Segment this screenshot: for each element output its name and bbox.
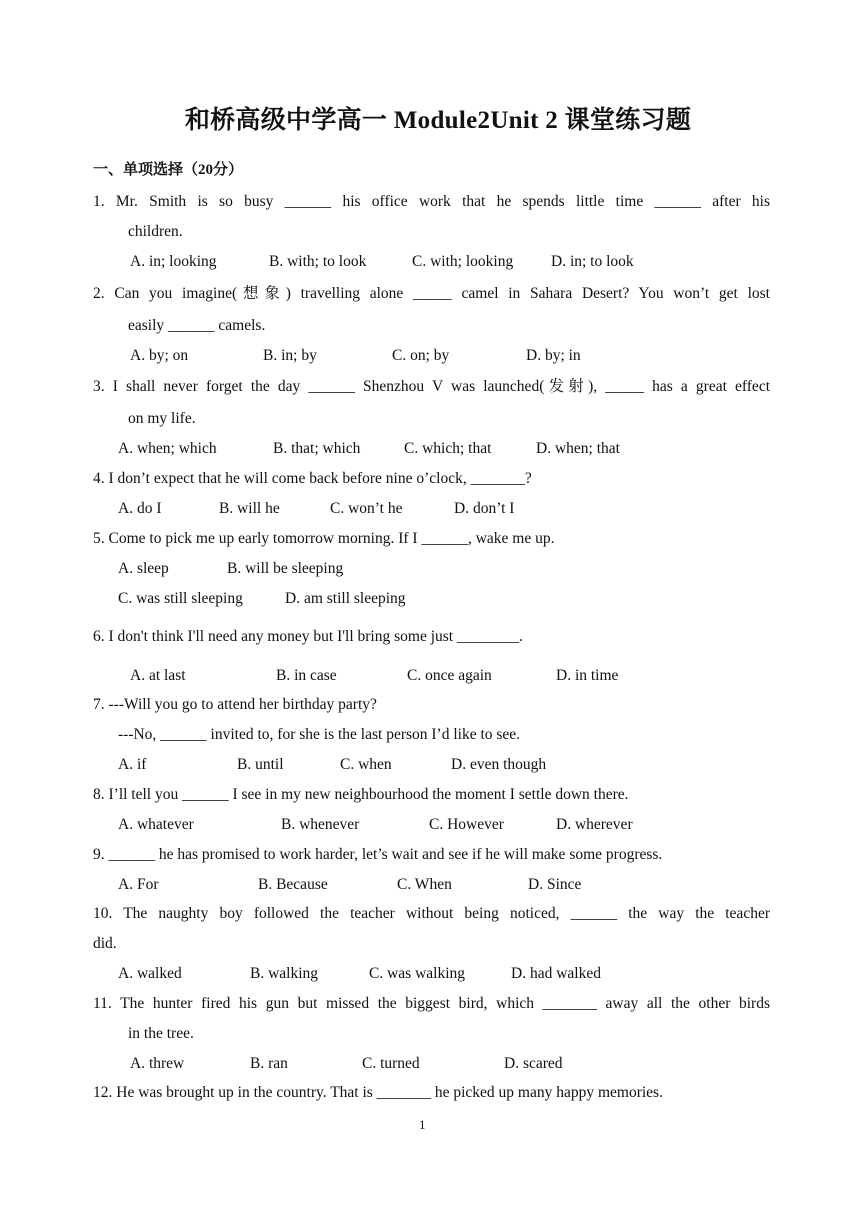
option-b: B. with; to look: [269, 253, 367, 270]
question-9: [93, 845, 770, 865]
option-c: C. won’t he: [330, 500, 403, 517]
option-a: A. walked: [118, 965, 182, 982]
page-number: 1: [419, 1117, 426, 1132]
option-c: C. with; looking: [412, 253, 514, 270]
option-c: C. once again: [407, 667, 492, 684]
question-3: [93, 377, 770, 429]
option-c: C. was still sleeping: [118, 590, 243, 607]
option-c: C. when: [340, 756, 392, 773]
page-title: 和桥高级中学高一 Module2Unit 2 课堂练习题: [184, 107, 692, 134]
question-7: [93, 695, 770, 745]
question-1: [93, 192, 770, 242]
option-a: A. sleep: [118, 560, 169, 577]
option-d: D. even though: [451, 756, 547, 773]
option-c: C. was walking: [369, 965, 466, 982]
question-text: 2. Can you imagine(想象) travelling alone _____ camel in Sahara Desert? You won’t get lost: [93, 285, 770, 302]
question-text: 7. ---Will you go to attend her birthday party?: [93, 696, 377, 713]
option-d: D. am still sleeping: [285, 590, 406, 607]
option-d: D. by; in: [526, 347, 581, 364]
question-text: 1. Mr. Smith is so busy ______ his office work that he spends little time ______ after his: [93, 193, 770, 210]
question-text-continued: on my life.: [128, 410, 196, 427]
question-text: 4. I don’t expect that he will come back before nine o’clock, _______?: [93, 470, 532, 487]
question-6: [93, 627, 770, 647]
option-d: D. don’t I: [454, 500, 515, 517]
option-a: A. when; which: [118, 440, 217, 457]
question-10: [93, 904, 770, 954]
option-d: D. in; to look: [551, 253, 634, 270]
option-d: D. scared: [504, 1055, 563, 1072]
option-b: B. will he: [219, 500, 280, 517]
option-b: B. that; which: [273, 440, 361, 457]
question-text: 8. I’ll tell you ______ I see in my new neighbourhood the moment I settle down there.: [93, 786, 629, 803]
option-b: B. Because: [258, 876, 328, 893]
question-text: 5. Come to pick me up early tomorrow morning. If I ______, wake me up.: [93, 530, 555, 547]
option-d: D. in time: [556, 667, 619, 684]
option-a: A. if: [118, 756, 147, 773]
question-text: 3. I shall never forget the day ______ Shenzhou V was launched(发射), _____ has a great effect: [93, 378, 770, 395]
option-b: B. walking: [250, 965, 319, 982]
option-c: C. When: [397, 876, 452, 893]
question-8: [93, 785, 770, 805]
option-b: B. until: [237, 756, 284, 773]
question-5: [93, 529, 770, 549]
question-11: [93, 994, 770, 1044]
option-a: A. For: [118, 876, 159, 893]
question-text-continued: ---No, ______ invited to, for she is the last person I’d like to see.: [118, 726, 521, 743]
option-b: B. will be sleeping: [227, 560, 344, 577]
section-heading: 一、单项选择（20分）: [93, 162, 244, 178]
option-b: B. in; by: [263, 347, 317, 364]
question-text-continued: easily ______ camels.: [128, 317, 266, 334]
option-b: B. in case: [276, 667, 337, 684]
question-text: 9. ______ he has promised to work harder, let’s wait and see if he will make some progress.: [93, 846, 663, 863]
option-c: C. turned: [362, 1055, 420, 1072]
option-a: A. do I: [118, 500, 162, 517]
option-a: A. in; looking: [130, 253, 217, 270]
question-text: 10. The naughty boy followed the teacher without being noticed, ______ the way the teacher: [93, 905, 770, 922]
option-d: D. when; that: [536, 440, 620, 457]
question-4: [93, 469, 770, 489]
option-a: A. threw: [130, 1055, 185, 1072]
option-d: D. wherever: [556, 816, 633, 833]
question-2: [93, 284, 770, 336]
question-text: 6. I don't think I'll need any money but I'll bring some just ________.: [93, 628, 523, 645]
option-a: A. whatever: [118, 816, 194, 833]
option-a: A. at last: [130, 667, 186, 684]
question-text-continued: did.: [93, 935, 117, 952]
question-text: 11. The hunter fired his gun but missed the biggest bird, which _______ away all the other birds: [93, 995, 770, 1012]
option-c: C. which; that: [404, 440, 492, 457]
question-text-continued: in the tree.: [128, 1025, 194, 1042]
option-d: D. Since: [528, 876, 582, 893]
option-c: C. on; by: [392, 347, 450, 364]
option-b: B. whenever: [281, 816, 360, 833]
option-b: B. ran: [250, 1055, 288, 1072]
question-text: 12. He was brought up in the country. That is _______ he picked up many happy memories.: [93, 1084, 663, 1101]
option-a: A. by; on: [130, 347, 189, 364]
option-c: C. However: [429, 816, 504, 833]
option-d: D. had walked: [511, 965, 601, 982]
question-12: [93, 1083, 770, 1103]
question-text-continued: children.: [128, 223, 183, 240]
